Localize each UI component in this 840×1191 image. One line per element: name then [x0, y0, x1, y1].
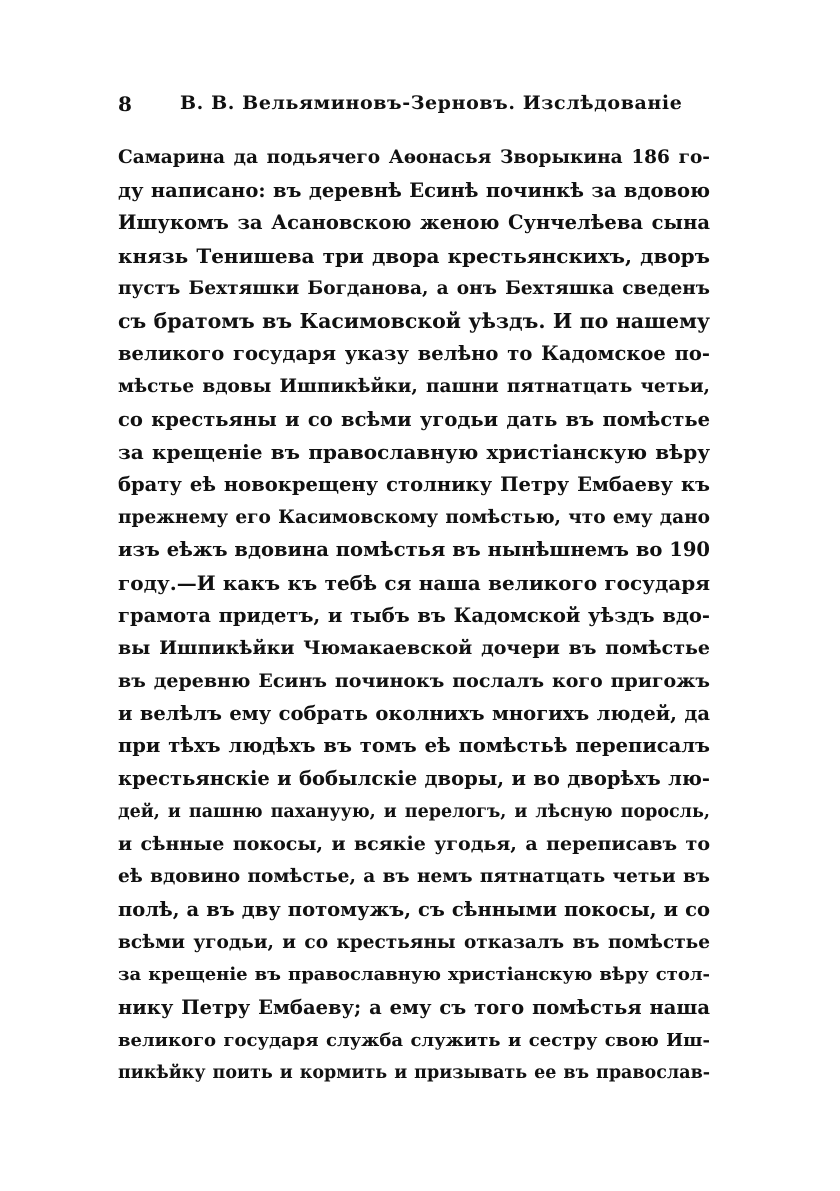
text-line: брату еѣ новокрещену столнику Петру Ембаеву къ: [118, 472, 710, 496]
page-number: 8: [118, 92, 133, 116]
text-line: со крестьяны и со всѣми угодьи дать въ помѣстье: [118, 407, 710, 431]
text-line: прежнему его Касимовскому помѣстью, что ему дано: [118, 506, 710, 528]
text-line: князь Тенишева три двора крестьянскихъ, дворъ: [118, 244, 710, 269]
text-line: за крещенiе въ православную христiанскую вѣру: [118, 440, 710, 465]
text-line: Самарина да подьячего Аѳонасья Зворыкина 186 го-: [118, 147, 710, 168]
text-line: еѣ вдовино помѣстье, а въ немъ пятнатцать четьи въ: [118, 866, 710, 888]
text-line: пустъ Бехтяшки Богданова, а онъ Бехтяшка сведенъ: [118, 277, 710, 299]
text-line: дей, и пашню пахануую, и перелогъ, и лѣсную поросль,: [118, 801, 710, 822]
text-line: и велѣлъ ему собрать околнихъ многихъ людей, да: [118, 701, 710, 725]
text-line: ду написано: въ деревнѣ Есинѣ починкѣ за вдовою: [118, 178, 710, 202]
text-line: крестьянскiе и бобылскiе дворы, и во дворѣхъ лю-: [118, 767, 710, 791]
text-line: въ деревню Есинъ починокъ послалъ кого пригожъ: [118, 670, 710, 692]
text-line: и сѣнные покосы, и всякiе угодья, а переписавъ то: [118, 833, 710, 856]
text-line: вы Ишпикѣйки Чюмакаевской дочери въ помѣстье: [118, 637, 710, 660]
text-line: грамота придетъ, и тыбъ въ Кадомской уѣздъ вдо-: [118, 603, 710, 627]
running-head: В. В. Вельяминовъ-Зерновъ. Изслѣдованiе: [180, 92, 683, 114]
text-line: мѣстье вдовы Ишпикѣйки, пашни пятнатцать четьи,: [118, 375, 710, 397]
text-line: за крещенiе въ православную христiанскую вѣру стол-: [118, 964, 710, 986]
text-line: великого государя служба служить и сестру свою Иш-: [118, 1029, 710, 1051]
page-header: [118, 92, 708, 122]
text-line: всѣми угодьи, и со крестьяны отказалъ въ помѣстье: [118, 931, 710, 953]
text-line: при тѣхъ людѣхъ въ томъ еѣ помѣстьѣ переписалъ: [118, 734, 710, 758]
text-line: съ братомъ въ Касимовской уѣздъ. И по нашему: [118, 309, 710, 334]
text-line: году.—И какъ къ тебѣ ся наша великого государя: [118, 570, 710, 595]
text-line: великого государя указу велѣно то Кадомское по-: [118, 342, 710, 366]
body-text: [118, 142, 710, 1090]
text-line: пикѣйку поить и кормить и призывать ее въ православ-: [118, 1063, 710, 1084]
text-line: изъ еѣжъ вдовина помѣстья въ нынѣшнемъ во 190: [118, 538, 710, 562]
text-line: Ишукомъ за Асановскою женою Сунчелѣева сына: [118, 211, 710, 235]
text-line: полѣ, а въ дву потомужъ, съ сѣнными покосы, и со: [118, 897, 710, 921]
text-line: нику Петру Ембаеву; а ему съ того помѣстья наша: [118, 995, 710, 1019]
